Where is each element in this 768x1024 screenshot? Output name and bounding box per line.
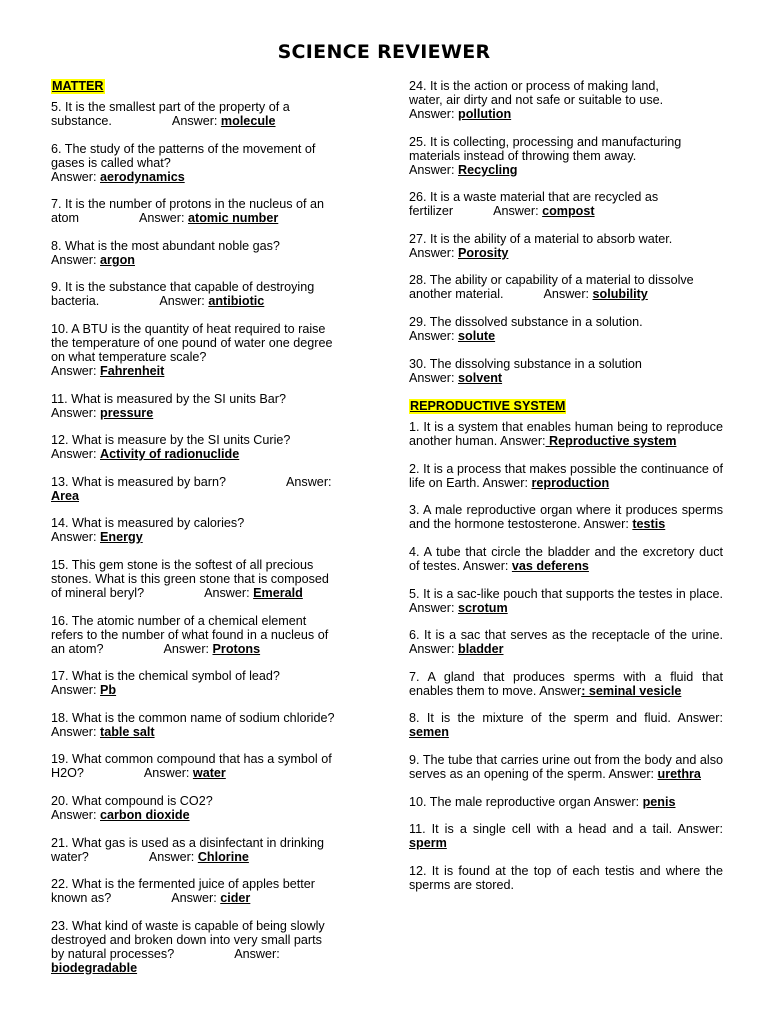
answer-value: Porosity (458, 245, 509, 260)
question-item (409, 190, 723, 218)
question-item (409, 135, 723, 177)
answer-value: vas deferens (511, 558, 589, 573)
answer-label: Answer: (409, 245, 458, 260)
answer-value: scrotum (458, 600, 508, 615)
question-item (51, 392, 363, 420)
question-text: 22. What is the fermented juice of apples better (51, 877, 315, 892)
question-item (51, 919, 363, 975)
question-text: 3. A male reproductive organ where it produces sperms and the hormone testosterone. (409, 503, 723, 532)
question-text: 19. What common compound that has a symbol of (51, 752, 332, 767)
answer-label: Answer: (583, 517, 633, 532)
answer-value: Emerald (253, 585, 303, 600)
answer-value: cider (220, 891, 251, 906)
answer-value: semen (409, 725, 449, 740)
left-column (51, 79, 363, 988)
answer-value: Pb (100, 683, 117, 698)
answer-value: carbon dioxide (100, 807, 190, 822)
question-item (409, 822, 723, 850)
question-text: by natural processes? (51, 946, 175, 961)
question-item (409, 273, 723, 301)
question-item (51, 100, 363, 128)
answer-value: solvent (458, 370, 503, 385)
question-text: 10. The male reproductive organ Answer: (409, 794, 643, 809)
question-text: 12. It is found at the top of each testis and where the sperms are stored. (409, 863, 723, 892)
answer-value: Fahrenheit (100, 363, 165, 378)
question-text: 25. It is collecting, processing and manufacturing (409, 134, 682, 149)
question-text: H2O? (51, 766, 84, 781)
answer-label: Answer: (409, 162, 458, 177)
question-item (409, 753, 723, 781)
answer-value: bladder (458, 642, 504, 657)
question-item (51, 558, 363, 600)
question-text: another material. (409, 287, 504, 302)
question-item (51, 794, 363, 822)
answer-label: Answer: (409, 642, 458, 657)
question-text: destroyed and broken down into very small parts (51, 932, 322, 947)
question-item (409, 545, 723, 573)
question-text: 29. The dissolved substance in a solution. (409, 314, 643, 329)
answer-value: Area (51, 488, 80, 503)
answer-label: Answer: (677, 822, 723, 837)
question-text: 15. This gem stone is the softest of all precious (51, 557, 314, 572)
question-item (409, 462, 723, 490)
answer-label: Answer: (204, 585, 254, 600)
question-text: 28. The ability or capability of a material to dissolve (409, 273, 694, 288)
question-text: 6. It is a sac that serves as the receptacle of the urine. (409, 628, 723, 643)
question-text: 9. The tube that carries urine out from the body and also serves as an opening of the sperm. (409, 752, 723, 781)
answer-value: argon (100, 252, 135, 267)
question-item (409, 587, 723, 615)
question-text: 7. It is the number of protons in the nucleus of an (51, 197, 325, 212)
question-text: 17. What is the chemical symbol of lead? (51, 669, 280, 684)
question-text: materials instead of throwing them away. (409, 148, 637, 163)
question-text: the temperature of one pound of water one degree (51, 335, 333, 350)
answer-value: sperm (409, 836, 447, 851)
answer-label: Answer: (51, 405, 100, 420)
question-item (409, 315, 723, 343)
question-text: 20. What compound is CO2? (51, 793, 213, 808)
question-text: 18. What is the common name of sodium chloride? (51, 710, 335, 725)
question-text: 4. A tube that circle the bladder and the excretory duct of testes. (409, 544, 723, 573)
answer-label: Answer: (51, 363, 100, 378)
answer-value: biodegradable (51, 960, 138, 975)
answer-value: atomic number (188, 211, 279, 226)
answer-value: molecule (220, 114, 276, 128)
answer-label: Answer: (51, 447, 100, 462)
question-item (409, 232, 723, 260)
question-item (51, 142, 363, 184)
answer-value: Protons (212, 641, 261, 656)
question-text: water? (51, 849, 89, 864)
answer-value: penis (642, 794, 676, 809)
answer-label: Answer (539, 683, 582, 698)
question-item (409, 711, 723, 739)
question-text: 5. It is a sac-like pouch that supports the testes in place. (409, 586, 723, 601)
answer-value: water (192, 766, 226, 781)
question-item (409, 79, 723, 121)
question-text: on what temperature scale? (51, 349, 207, 364)
answer-label: Answer: (148, 849, 198, 864)
question-item (409, 670, 723, 698)
answer-value: solute (458, 328, 496, 343)
question-text: 8. What is the most abundant noble gas? (51, 238, 280, 253)
section-heading-reproductive-system: REPRODUCTIVE SYSTEM (410, 399, 566, 414)
question-text: 8. It is the mixture of the sperm and fluid. (409, 711, 678, 726)
question-text: an atom? (51, 641, 104, 656)
answer-label: Answer: (493, 204, 543, 219)
answer-label: Answer: (286, 474, 332, 489)
answer-value: : seminal vesicle (581, 683, 682, 698)
answer-label: Answer: (51, 683, 100, 698)
answer-label: Answer: (608, 766, 658, 781)
answer-label: Answer: (171, 891, 221, 906)
question-item (409, 795, 723, 809)
answer-value: antibiotic (208, 294, 265, 309)
answer-value: pressure (100, 405, 154, 420)
reproductive-question-list (409, 420, 723, 892)
answer-label: Answer: (462, 558, 512, 573)
question-item (51, 239, 363, 267)
answer-value: Chlorine (197, 849, 249, 864)
answer-label: Answer: (171, 114, 221, 128)
question-text: 11. What is measured by the SI units Bar? (51, 391, 286, 406)
answer-value: table salt (100, 724, 155, 739)
question-item (51, 877, 363, 905)
question-item (409, 628, 723, 656)
answer-label: Answer: (163, 641, 213, 656)
question-item (51, 433, 363, 461)
question-text: 23. What kind of waste is capable of being slowly (51, 918, 325, 933)
answer-label: Answer: (409, 328, 458, 343)
answer-value: Energy (100, 530, 143, 545)
question-text: 14. What is measured by calories? (51, 516, 245, 531)
answer-value: Activity of radionuclide (100, 447, 240, 462)
answer-label: Answer: (500, 434, 546, 449)
answer-value: Recycling (458, 162, 518, 177)
answer-label: Answer: (409, 107, 458, 121)
question-text: known as? (51, 891, 112, 906)
matter-question-list (51, 100, 363, 975)
question-text: 6. The study of the patterns of the movement of (51, 141, 316, 156)
question-item (51, 614, 363, 656)
section-heading-matter: MATTER (52, 79, 104, 93)
question-item (51, 516, 363, 544)
question-text: of mineral beryl? (51, 585, 145, 600)
answer-value: testis (632, 517, 666, 532)
question-item (51, 752, 363, 780)
question-text: refers to the number of what found in a nucleus of (51, 627, 329, 642)
answer-label: Answer: (677, 711, 723, 726)
answer-value: aerodynamics (100, 169, 185, 184)
answer-label: Answer: (234, 946, 280, 961)
question-text: 10. A BTU is the quantity of heat required to raise (51, 321, 326, 336)
answer-label: Answer: (139, 211, 188, 226)
question-item (51, 836, 363, 864)
question-text: 1. It is a system that enables human being to reproduce another human. (409, 420, 723, 449)
question-item (51, 475, 363, 503)
question-item (409, 864, 723, 892)
page-title: SCIENCE REVIEWER (277, 41, 491, 63)
answer-label: Answer: (143, 766, 193, 781)
question-item (51, 322, 363, 378)
question-item (409, 503, 723, 531)
question-text: 12. What is measure by the SI units Curie? (51, 433, 291, 448)
question-text: 11. It is a single cell with a head and a tail. (409, 822, 678, 837)
right-column (409, 79, 723, 905)
question-text: 5. It is the smallest part of the property of a (51, 100, 290, 114)
question-item (409, 357, 723, 385)
answer-value: pollution (458, 107, 512, 121)
question-item (51, 280, 363, 308)
question-text: substance. (51, 114, 112, 128)
question-text: 30. The dissolving substance in a solution (409, 356, 642, 371)
answer-label: Answer: (51, 724, 100, 739)
question-item (51, 197, 363, 225)
question-text: 7. A gland that produces sperms with a fluid that enables them to move. (409, 669, 723, 698)
question-text: 21. What gas is used as a disinfectant in drinking (51, 835, 325, 850)
answer-value: urethra (657, 766, 701, 781)
answer-label: Answer: (159, 294, 209, 309)
environment-question-list (409, 79, 723, 385)
answer-label: Answer: (51, 530, 100, 545)
question-item (409, 420, 723, 448)
answer-value: solubility (592, 287, 648, 302)
question-text: 24. It is the action or process of making land, (409, 79, 659, 93)
question-item (51, 669, 363, 697)
question-text: 9. It is the substance that capable of destroying (51, 280, 315, 295)
question-text: bacteria. (51, 294, 100, 309)
question-text: 2. It is a process that makes possible the continuance of life on Earth. Answer: (409, 461, 723, 490)
answer-label: Answer: (51, 169, 100, 184)
question-text: atom (51, 211, 79, 226)
question-text: gases is called what? (51, 155, 171, 170)
answer-value: Reproductive system (545, 434, 677, 449)
question-text: fertilizer (409, 204, 454, 219)
question-text: stones. What is this green stone that is composed (51, 571, 329, 586)
question-text: 26. It is a waste material that are recycled as (409, 190, 659, 205)
question-text: water, air dirty and not safe or suitable to use. (409, 93, 664, 107)
answer-label: Answer: (51, 252, 100, 267)
question-text: 16. The atomic number of a chemical element (51, 613, 307, 628)
answer-label: Answer: (409, 370, 458, 385)
question-text: 27. It is the ability of a material to absorb water. (409, 231, 673, 246)
answer-value: compost (542, 204, 595, 219)
answer-value: reproduction (531, 475, 610, 490)
answer-label: Answer: (51, 807, 100, 822)
answer-label: Answer: (543, 287, 593, 302)
question-text: 13. What is measured by barn? (51, 474, 227, 489)
question-item (51, 711, 363, 739)
answer-label: Answer: (409, 600, 458, 615)
